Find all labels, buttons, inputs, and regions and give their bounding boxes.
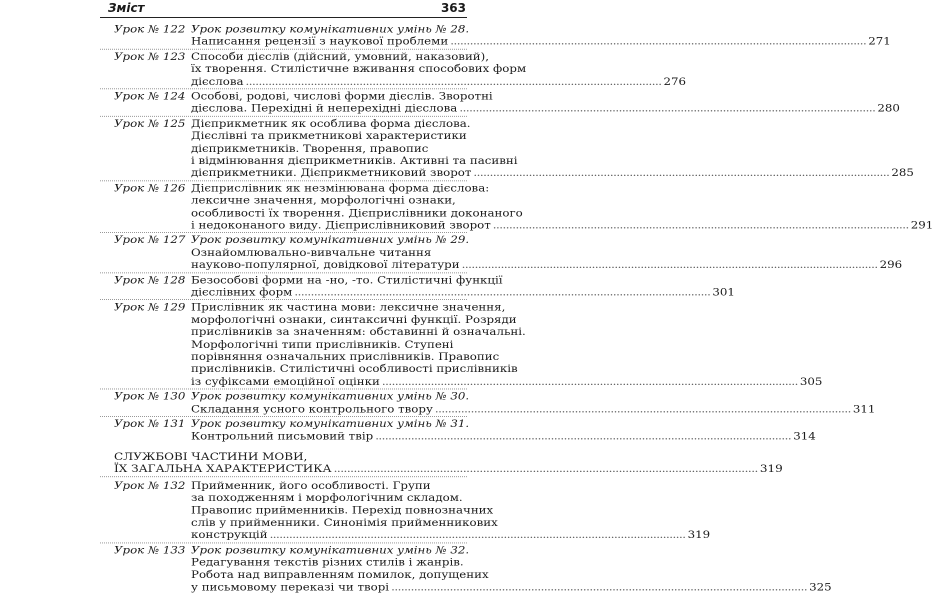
lesson-label: Урок № 124	[114, 90, 186, 103]
entry-line: дієслова	[191, 75, 244, 88]
entry-line: Дієприкметник як особлива форма дієслова.	[191, 117, 471, 130]
section-title-line-2: ЇХ ЗАГАЛЬНА ХАРАКТЕРИСТИКА	[114, 462, 332, 475]
toc-entry-124	[100, 90, 900, 116]
entry-line: Дієприслівник як незмінювана форма дієслова:	[191, 181, 490, 194]
entry-line: морфологічні ознаки, синтаксичні функції. Розряди	[191, 313, 517, 326]
entry-line: і недоконаного виду. Дієприслівниковий зворот	[191, 219, 491, 232]
page-number: 314	[793, 430, 816, 443]
entry-line: порівняння означальних прислівників. Правопис	[191, 350, 500, 363]
toc-entry-126	[100, 181, 933, 233]
entry-line: Дієслівні та прикметникові характеристики	[191, 129, 467, 142]
page-number: 319	[759, 462, 783, 475]
toc-entry-133	[100, 543, 832, 594]
entry-line: і відмінювання дієприкметників. Активні та пасивні	[191, 154, 518, 167]
entry-line: Правопис прийменників. Перехід повнозначних	[191, 504, 494, 517]
lesson-label: Урок № 125	[114, 117, 186, 130]
entry-line: за походженням і морфологічним складом.	[191, 491, 463, 504]
entry-line: прислівників за значенням: обставинні й означальні.	[191, 325, 526, 338]
toc-entry-132	[100, 479, 711, 543]
toc-entry-129	[100, 301, 823, 389]
entry-line: Урок розвитку комунікативних умінь № 29.	[191, 234, 470, 247]
page-number: 271	[868, 35, 891, 48]
entry-line: прислівників. Стилістичні особливості прислівників	[191, 363, 518, 376]
entry-line: Редагування текстів різних стилів і жанрів.	[191, 556, 464, 569]
lesson-label: Урок № 122	[114, 23, 186, 36]
page-number: 301	[712, 286, 735, 299]
entry-line: Урок розвитку комунікативних умінь № 32.	[191, 543, 470, 556]
entry-line: у письмовому переказі чи творі	[191, 581, 390, 594]
entry-line: Робота над виправленням помилок, допущених	[191, 568, 489, 581]
entry-line: особливості їх творення. Дієприслівники доконаного	[191, 206, 523, 219]
lesson-label: Урок № 127	[114, 234, 186, 247]
entry-line: Прислівник як частина мови: лексичне значення,	[191, 301, 506, 314]
entry-line: їх творення. Стилістичне вживання способових форм	[191, 62, 527, 75]
entry-line: дієприкметники. Дієприкметниковий зворот	[191, 166, 472, 179]
entry-line: дієслова. Перехідні й неперехідні дієслова	[191, 102, 458, 115]
toc-entry-125	[100, 117, 914, 181]
page-number: 291	[910, 219, 933, 232]
entry-line: Складання усного контрольного твору	[191, 402, 433, 415]
section-heading	[100, 450, 783, 477]
lesson-label: Урок № 128	[114, 273, 186, 286]
entry-line: науково-популярної, довідкової літератури	[191, 258, 460, 271]
entry-line: дієслівних форм	[191, 286, 293, 299]
entry-line: Способи дієслів (дійсний, умовний, наказовий),	[191, 50, 490, 63]
toc-entry-131	[100, 417, 816, 444]
entry-line: Контрольний письмовий твір	[191, 430, 374, 443]
entry-line: слів у прийменники. Синонімія прийменникових	[191, 516, 498, 529]
running-header	[100, 0, 467, 16]
page-number: 311	[852, 402, 876, 415]
page-number: 305	[799, 375, 823, 388]
entry-line: Урок розвитку комунікативних умінь № 28.	[191, 23, 470, 36]
entry-line: із суфіксами емоційної оцінки	[191, 375, 380, 388]
page-number: 285	[891, 166, 914, 179]
entry-line: Ознайомлювально-вивчальне читання	[191, 246, 432, 259]
header-title: Зміст	[108, 1, 145, 15]
entry-line: Прийменник, його особливості. Групи	[191, 479, 431, 492]
toc-entry-128	[100, 273, 735, 300]
toc-entry-122	[100, 23, 891, 49]
entry-line: Особові, родові, числові форми дієслів. Зворотні	[191, 90, 493, 103]
toc-entry-130	[100, 390, 876, 416]
page-number: 276	[663, 75, 687, 88]
lesson-label: Урок № 132	[114, 479, 186, 492]
lesson-label: Урок № 131	[114, 417, 186, 430]
lesson-label: Урок № 129	[114, 301, 186, 314]
header-rule	[100, 17, 467, 18]
toc-entry-127	[100, 234, 903, 273]
entry-line: Написання рецензії з наукової проблеми	[191, 35, 449, 48]
entry-line: конструкцій	[191, 528, 268, 541]
lesson-label: Урок № 133	[114, 543, 186, 556]
lesson-label: Урок № 126	[114, 181, 186, 194]
section-title-line-1: СЛУЖБОВІ ЧАСТИНИ МОВИ,	[114, 450, 308, 463]
entry-line: лексичне значення, морфологічні ознаки,	[191, 194, 456, 207]
lesson-label: Урок № 130	[114, 390, 186, 403]
page-number: 319	[687, 528, 711, 541]
header-page-number: 363	[440, 1, 466, 15]
lesson-label: Урок № 123	[114, 50, 186, 63]
entry-line: Безособові форми на -но, -то. Стилістичні функції	[191, 273, 503, 286]
entry-line: Морфологічні типи прислівників. Ступені	[191, 338, 454, 351]
toc-entry-123	[100, 50, 687, 89]
entry-line: дієприкметників. Творення, правопис	[191, 142, 429, 155]
page-number: 325	[809, 581, 832, 594]
entry-line: Урок розвитку комунікативних умінь № 30.	[191, 390, 470, 403]
page-number: 296	[879, 258, 903, 271]
page-number: 280	[877, 102, 900, 115]
entry-line: Урок розвитку комунікативних умінь № 31.	[191, 417, 470, 430]
